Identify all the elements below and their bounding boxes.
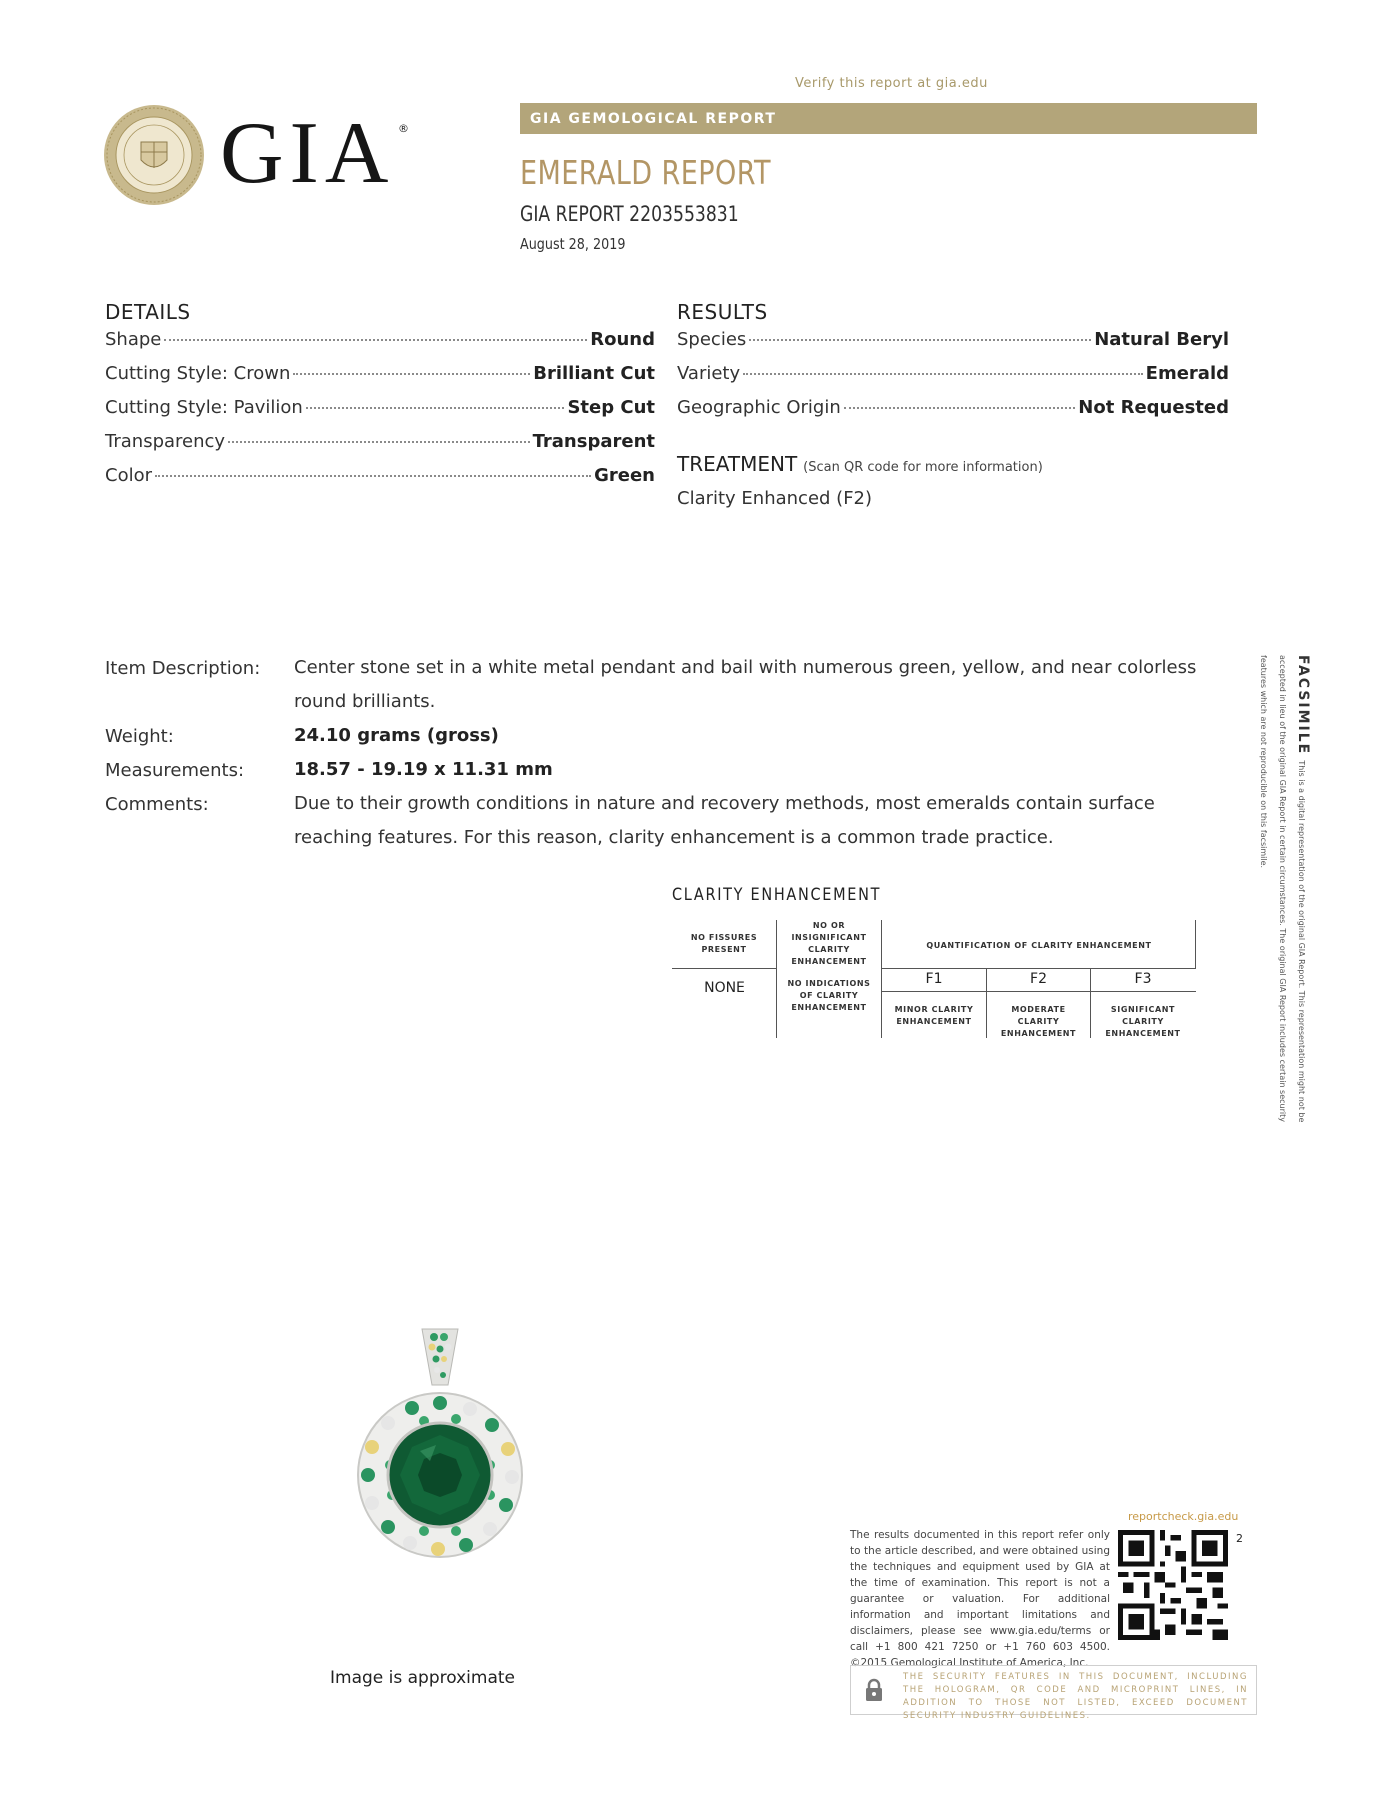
results-value: Natural Beryl: [1094, 329, 1229, 350]
none-grade: NONE: [704, 980, 745, 996]
no-indications-text: NO INDICATIONS OF CLARITY ENHANCEMENT: [787, 979, 871, 1012]
details-label: Transparency: [105, 431, 226, 452]
details-row: [105, 363, 655, 397]
disclaimer-text: The results documented in this report refer only to the article described, and were obtained using the techniques and equipment used by GIA at the time of examination. This report is not a guarantee or valuation. For additional information and important limitations and disclaimers, please see www.gia.edu/terms or call +1 800 421 7250 or +1 760 603 4500. ©2015 Gemological Institute of America, Inc.: [850, 1529, 1110, 1669]
facsimile-title: FACSIMILE: [1295, 655, 1311, 756]
item-description-value: Center stone set in a white metal pendant and bail with numerous green, yellow, and near colorless round brilliants.: [294, 657, 1197, 712]
details-value: Round: [590, 329, 655, 350]
details-label: Cutting Style: Crown: [105, 363, 291, 384]
clarity-scale: [672, 920, 1197, 1038]
report-number: GIA REPORT 2203553831: [520, 202, 739, 226]
comments-label: Comments:: [105, 794, 209, 815]
report-date: August 28, 2019: [520, 235, 626, 253]
reportcheck-link[interactable]: reportcheck.gia.edu: [1128, 1510, 1239, 1523]
grade-f3: F3: [1134, 971, 1152, 987]
details-row: [105, 329, 655, 363]
gia-logo: GIA: [220, 105, 395, 202]
measurements-label: Measurements:: [105, 760, 245, 781]
qr-code-icon[interactable]: [1118, 1530, 1228, 1640]
gia-seal-icon: [103, 104, 205, 206]
grade-f2-desc: MODERATE CLARITY ENHANCEMENT: [1000, 1005, 1077, 1038]
details-label: Shape: [105, 329, 162, 350]
measurements-value: 18.57 - 19.19 x 11.31 mm: [294, 759, 553, 780]
results-row: [677, 363, 1229, 397]
details-value: Transparent: [532, 431, 655, 452]
no-fissures-header: NO FISSURES PRESENT: [690, 933, 758, 954]
security-notice: [850, 1665, 1257, 1721]
treatment-title: TREATMENT: [677, 452, 798, 476]
results-row: [677, 397, 1229, 431]
report-type: EMERALD REPORT: [520, 153, 771, 192]
details-value: Brilliant Cut: [533, 363, 655, 384]
details-list: [105, 329, 655, 499]
grade-f1-desc: MINOR CLARITY ENHANCEMENT: [894, 1005, 974, 1026]
image-caption: Image is approximate: [330, 1668, 516, 1688]
details-value: Green: [594, 465, 655, 486]
pendant-image: [340, 1325, 540, 1575]
page-number: 2: [1236, 1532, 1243, 1545]
comments-value: Due to their growth conditions in nature and recovery methods, most emeralds contain surface reaching features. For this reason, clarity enhancement is a common trade practice.: [294, 793, 1155, 848]
weight-label: Weight:: [105, 726, 174, 747]
results-value: Emerald: [1145, 363, 1229, 384]
details-label: Cutting Style: Pavilion: [105, 397, 303, 418]
results-value: Not Requested: [1078, 397, 1229, 418]
results-label: Variety: [677, 363, 741, 384]
facsimile-text: This is a digital representation of the original GIA Report. This representation might not be accepted in lieu of the original GIA Report in certain circumstances. The original GIA Report includes certain security features which are not reproducible on this facsimile.: [1259, 655, 1306, 1123]
results-label: Geographic Origin: [677, 397, 841, 418]
results-row: [677, 329, 1229, 363]
results-list: [677, 329, 1229, 431]
verify-link[interactable]: Verify this report at gia.edu: [795, 76, 988, 91]
report-header-title: GIA GEMOLOGICAL REPORT: [530, 111, 777, 127]
registered-mark: ®: [398, 122, 409, 135]
item-description-label: Item Description:: [105, 658, 261, 679]
grade-f3-desc: SIGNIFICANT CLARITY ENHANCEMENT: [1105, 1005, 1181, 1038]
details-row: [105, 431, 655, 465]
treatment-heading: [677, 452, 1043, 476]
security-text: THE SECURITY FEATURES IN THIS DOCUMENT, INCLUDING THE HOLOGRAM, QR CODE AND MICROPRINT LINES, IN ADDITION TO THOSE NOT LISTED, EXCEED DOCUMENT SECURITY INDUSTRY GUIDELINES.: [903, 1672, 1248, 1721]
results-label: Species: [677, 329, 747, 350]
weight-value: 24.10 grams (gross): [294, 725, 499, 746]
details-row: [105, 465, 655, 499]
facsimile-notice: [1258, 655, 1314, 1135]
clarity-enhancement-title: CLARITY ENHANCEMENT: [672, 885, 882, 905]
grade-f1: F1: [925, 971, 943, 987]
treatment-value: Clarity Enhanced (F2): [677, 488, 873, 509]
grade-f2: F2: [1030, 971, 1047, 987]
results-title: RESULTS: [677, 300, 768, 324]
details-row: [105, 397, 655, 431]
quantification-header: QUANTIFICATION OF CLARITY ENHANCEMENT: [926, 941, 1152, 950]
lock-icon: [864, 1678, 884, 1702]
details-label: Color: [105, 465, 152, 486]
treatment-note: (Scan QR code for more information): [803, 460, 1043, 475]
report-header-bar: [520, 103, 1257, 134]
insignificant-header: NO OR INSIGNIFICANT CLARITY ENHANCEMENT: [791, 921, 867, 966]
details-value: Step Cut: [567, 397, 655, 418]
details-title: DETAILS: [105, 300, 191, 324]
